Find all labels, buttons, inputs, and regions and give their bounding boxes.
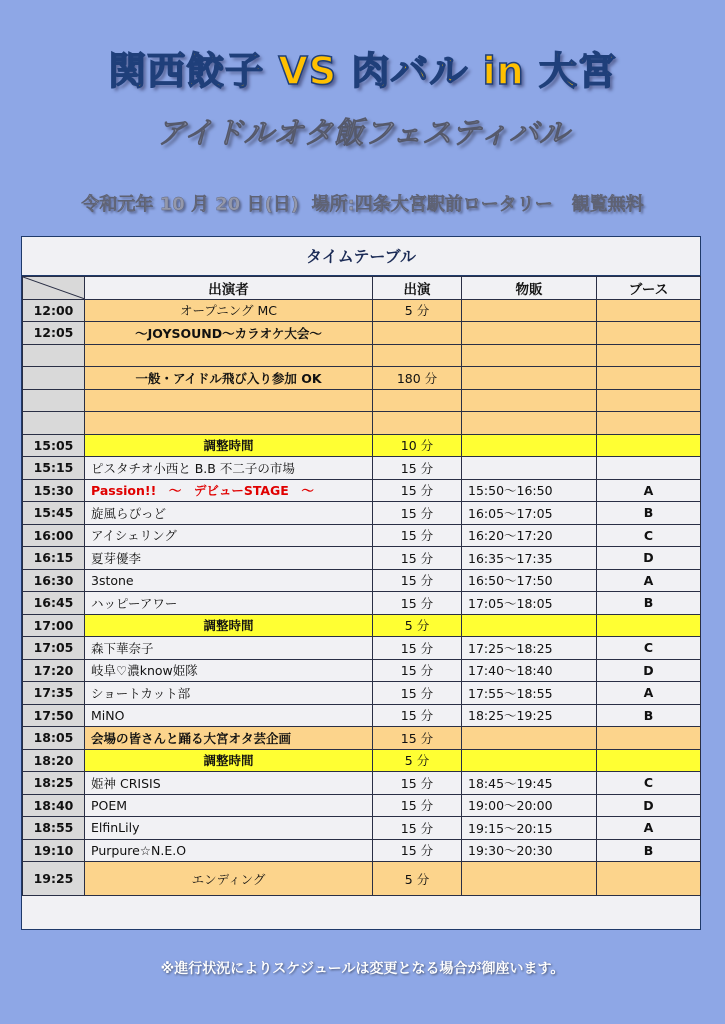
table-row bbox=[23, 524, 701, 547]
timetable bbox=[21, 236, 701, 930]
duration-cell: 15 分 bbox=[373, 772, 462, 795]
duration-cell: 15 分 bbox=[373, 457, 462, 480]
sales-cell bbox=[462, 412, 597, 435]
booth-cell bbox=[597, 367, 701, 390]
duration-cell bbox=[373, 322, 462, 345]
booth-cell: D bbox=[597, 547, 701, 570]
table-row bbox=[23, 389, 701, 412]
booth-cell: A bbox=[597, 817, 701, 840]
poster-subtitle: アイドルオタ飯フェスティバル bbox=[156, 116, 569, 151]
time-cell: 18:20 bbox=[23, 749, 85, 772]
performer-cell: ElfinLily bbox=[85, 817, 373, 840]
duration-cell: 15 分 bbox=[373, 817, 462, 840]
duration-cell: 180 分 bbox=[373, 367, 462, 390]
performer-cell bbox=[85, 412, 373, 435]
table-row bbox=[23, 772, 701, 795]
booth-cell: B bbox=[597, 502, 701, 525]
footer-note: ※進行状況によりスケジュールは変更となる場合が御座います。 bbox=[160, 961, 565, 977]
sales-cell: 19:00～20:00 bbox=[462, 794, 597, 817]
booth-cell: B bbox=[597, 839, 701, 862]
booth-cell bbox=[597, 344, 701, 367]
sales-cell: 16:50～17:50 bbox=[462, 569, 597, 592]
performer-cell: 一般・アイドル飛び入り参加 OK bbox=[85, 367, 373, 390]
duration-cell: 15 分 bbox=[373, 637, 462, 660]
sales-cell bbox=[462, 862, 597, 896]
time-cell: 12:00 bbox=[23, 299, 85, 322]
time-cell: 17:50 bbox=[23, 704, 85, 727]
sales-cell: 15:50～16:50 bbox=[462, 479, 597, 502]
sales-cell: 19:30～20:30 bbox=[462, 839, 597, 862]
booth-cell: C bbox=[597, 524, 701, 547]
performer-cell: ショートカット部 bbox=[85, 682, 373, 705]
booth-cell: C bbox=[597, 637, 701, 660]
performer-cell: 夏芽優李 bbox=[85, 547, 373, 570]
event-info: 令和元年 10 月 20 日(日) 場所:四条大宮駅前ロータリー 観覧無料 bbox=[81, 194, 644, 215]
time-cell: 15:15 bbox=[23, 457, 85, 480]
header-time bbox=[23, 277, 85, 300]
table-row bbox=[23, 794, 701, 817]
duration-cell: 15 分 bbox=[373, 682, 462, 705]
timetable-body bbox=[23, 299, 701, 896]
duration-cell: 15 分 bbox=[373, 569, 462, 592]
diagonal-line bbox=[23, 277, 85, 299]
booth-cell: B bbox=[597, 704, 701, 727]
performer-cell: エンディング bbox=[85, 862, 373, 896]
time-cell bbox=[23, 389, 85, 412]
duration-cell: 5 分 bbox=[373, 862, 462, 896]
time-cell: 19:10 bbox=[23, 839, 85, 862]
performer-cell: 森下華奈子 bbox=[85, 637, 373, 660]
duration-cell: 15 分 bbox=[373, 547, 462, 570]
table-header-row bbox=[23, 277, 701, 300]
sales-cell: 16:05～17:05 bbox=[462, 502, 597, 525]
table-row bbox=[23, 749, 701, 772]
booth-cell bbox=[597, 457, 701, 480]
sales-cell bbox=[462, 344, 597, 367]
time-cell: 18:05 bbox=[23, 727, 85, 750]
poster-title: 関西餃子 VS 肉バル in 大宮 bbox=[108, 49, 617, 93]
time-cell: 12:05 bbox=[23, 322, 85, 345]
table-row bbox=[23, 637, 701, 660]
duration-cell bbox=[373, 344, 462, 367]
time-cell: 18:40 bbox=[23, 794, 85, 817]
duration-cell: 5 分 bbox=[373, 614, 462, 637]
booth-cell bbox=[597, 322, 701, 345]
duration-cell: 15 分 bbox=[373, 794, 462, 817]
table-row bbox=[23, 344, 701, 367]
table-row bbox=[23, 592, 701, 615]
table-row bbox=[23, 412, 701, 435]
duration-cell: 15 分 bbox=[373, 659, 462, 682]
booth-cell bbox=[597, 614, 701, 637]
sales-cell bbox=[462, 614, 597, 637]
performer-cell: Purpure☆N.E.O bbox=[85, 839, 373, 862]
time-cell bbox=[23, 344, 85, 367]
sales-cell: 16:35～17:35 bbox=[462, 547, 597, 570]
duration-cell: 15 分 bbox=[373, 479, 462, 502]
booth-cell: A bbox=[597, 479, 701, 502]
duration-cell: 15 分 bbox=[373, 502, 462, 525]
duration-cell: 15 分 bbox=[373, 727, 462, 750]
booth-cell: D bbox=[597, 659, 701, 682]
table-row bbox=[23, 817, 701, 840]
performer-cell bbox=[85, 389, 373, 412]
table-row bbox=[23, 614, 701, 637]
time-cell: 18:55 bbox=[23, 817, 85, 840]
booth-cell: B bbox=[597, 592, 701, 615]
time-cell: 16:15 bbox=[23, 547, 85, 570]
performer-cell: POEM bbox=[85, 794, 373, 817]
performer-cell: 調整時間 bbox=[85, 614, 373, 637]
timetable-grid bbox=[22, 276, 701, 896]
performer-cell: Passion!! ～ デビューSTAGE ～ bbox=[85, 479, 373, 502]
table-row bbox=[23, 727, 701, 750]
booth-cell: C bbox=[597, 772, 701, 795]
performer-cell: ハッピーアワー bbox=[85, 592, 373, 615]
table-row bbox=[23, 839, 701, 862]
performer-cell: 旋風らぴっど bbox=[85, 502, 373, 525]
duration-cell: 15 分 bbox=[373, 524, 462, 547]
table-row bbox=[23, 299, 701, 322]
sales-cell: 18:25～19:25 bbox=[462, 704, 597, 727]
time-cell: 17:05 bbox=[23, 637, 85, 660]
table-row bbox=[23, 569, 701, 592]
table-row bbox=[23, 457, 701, 480]
performer-cell: 会場の皆さんと踊る大宮オタ芸企画 bbox=[85, 727, 373, 750]
time-cell: 15:05 bbox=[23, 434, 85, 457]
performer-cell: 姫神 CRISIS bbox=[85, 772, 373, 795]
time-cell bbox=[23, 367, 85, 390]
time-cell: 15:45 bbox=[23, 502, 85, 525]
time-cell: 19:25 bbox=[23, 862, 85, 896]
table-row bbox=[23, 367, 701, 390]
table-row bbox=[23, 479, 701, 502]
time-cell: 18:25 bbox=[23, 772, 85, 795]
booth-cell: A bbox=[597, 682, 701, 705]
table-row bbox=[23, 502, 701, 525]
sales-cell: 17:05～18:05 bbox=[462, 592, 597, 615]
sales-cell bbox=[462, 389, 597, 412]
duration-cell bbox=[373, 389, 462, 412]
sales-cell: 16:20～17:20 bbox=[462, 524, 597, 547]
sales-cell: 19:15～20:15 bbox=[462, 817, 597, 840]
sales-cell: 18:45～19:45 bbox=[462, 772, 597, 795]
table-row bbox=[23, 659, 701, 682]
booth-cell bbox=[597, 299, 701, 322]
sales-cell bbox=[462, 727, 597, 750]
time-cell: 16:00 bbox=[23, 524, 85, 547]
duration-cell: 15 分 bbox=[373, 592, 462, 615]
table-row bbox=[23, 322, 701, 345]
time-cell: 17:00 bbox=[23, 614, 85, 637]
sales-cell bbox=[462, 434, 597, 457]
booth-cell bbox=[597, 727, 701, 750]
header-performer: 出演者 bbox=[85, 277, 373, 300]
performer-cell: 調整時間 bbox=[85, 434, 373, 457]
sales-cell bbox=[462, 367, 597, 390]
booth-cell: D bbox=[597, 794, 701, 817]
sales-cell: 17:25～18:25 bbox=[462, 637, 597, 660]
time-cell: 17:20 bbox=[23, 659, 85, 682]
performer-cell: オープニング MC bbox=[85, 299, 373, 322]
booth-cell bbox=[597, 412, 701, 435]
time-cell bbox=[23, 412, 85, 435]
performer-cell: 調整時間 bbox=[85, 749, 373, 772]
time-cell: 16:30 bbox=[23, 569, 85, 592]
sales-cell: 17:55～18:55 bbox=[462, 682, 597, 705]
header-booth: ブース bbox=[597, 277, 701, 300]
performer-cell: 3stone bbox=[85, 569, 373, 592]
booth-cell bbox=[597, 434, 701, 457]
booth-cell bbox=[597, 862, 701, 896]
time-cell: 16:45 bbox=[23, 592, 85, 615]
table-row bbox=[23, 682, 701, 705]
table-row bbox=[23, 434, 701, 457]
performer-cell bbox=[85, 344, 373, 367]
performer-cell: ピスタチオ小西と B.B 不二子の市場 bbox=[85, 457, 373, 480]
sales-cell bbox=[462, 322, 597, 345]
table-row bbox=[23, 862, 701, 896]
sales-cell bbox=[462, 749, 597, 772]
booth-cell bbox=[597, 749, 701, 772]
performer-cell: MiNO bbox=[85, 704, 373, 727]
sales-cell bbox=[462, 457, 597, 480]
timetable-title: タイムテーブル bbox=[22, 237, 700, 276]
table-row bbox=[23, 547, 701, 570]
duration-cell: 15 分 bbox=[373, 704, 462, 727]
duration-cell bbox=[373, 412, 462, 435]
duration-cell: 15 分 bbox=[373, 839, 462, 862]
sales-cell: 17:40～18:40 bbox=[462, 659, 597, 682]
performer-cell: アイシェリング bbox=[85, 524, 373, 547]
duration-cell: 10 分 bbox=[373, 434, 462, 457]
booth-cell bbox=[597, 389, 701, 412]
booth-cell: A bbox=[597, 569, 701, 592]
duration-cell: 5 分 bbox=[373, 749, 462, 772]
header-duration: 出演 bbox=[373, 277, 462, 300]
sales-cell bbox=[462, 299, 597, 322]
performer-cell: 岐阜♡濃know姫隊 bbox=[85, 659, 373, 682]
duration-cell: 5 分 bbox=[373, 299, 462, 322]
performer-cell: ～JOYSOUND～カラオケ大会～ bbox=[85, 322, 373, 345]
table-row bbox=[23, 704, 701, 727]
time-cell: 15:30 bbox=[23, 479, 85, 502]
header-sales: 物販 bbox=[462, 277, 597, 300]
time-cell: 17:35 bbox=[23, 682, 85, 705]
